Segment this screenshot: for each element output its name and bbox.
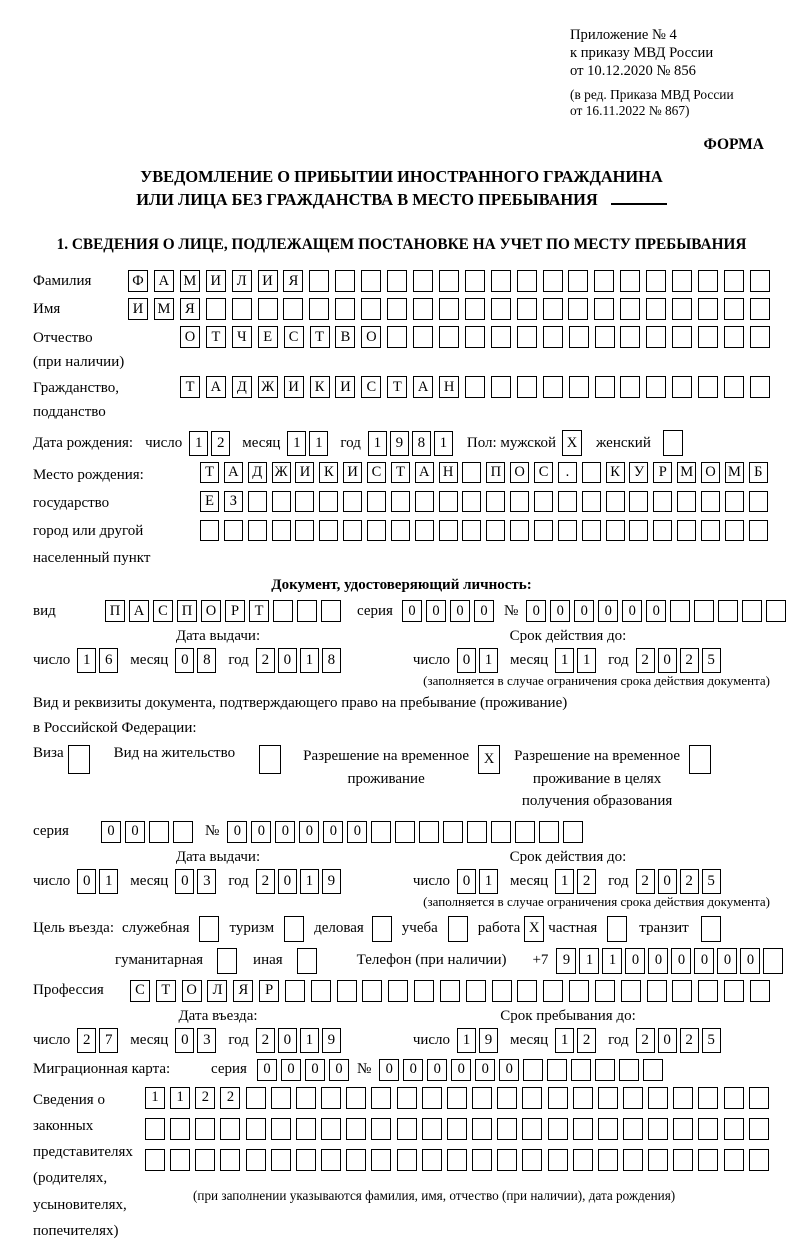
representatives-cells-line2[interactable] [145,1118,769,1140]
representatives-label-3: представителях [33,1144,133,1161]
residence-expiry-date-input[interactable]: число 0 1 месяц 1 2 год 2 0 2 5 [413,869,721,894]
entry-dates-row [33,1028,770,1053]
migration-series-label: серия [211,1061,247,1078]
birthplace-cells-line2[interactable]: Е З [200,491,768,512]
residence-series-label: серия [33,823,69,840]
residence-doc-intro-2: в Российской Федерации: [33,720,197,737]
migration-card-label: Миграционная карта: [33,1061,171,1078]
phone-label: Телефон (при наличии) [356,952,507,969]
citizenship-row [33,376,770,424]
representatives-label-6: попечителях) [33,1222,119,1239]
purpose-tourism-label: туризм [229,920,275,937]
option-temp-residence-edu-checkbox[interactable] [689,745,711,774]
purpose-business-label: деловая [314,920,364,937]
visit-purpose-row-1 [33,916,770,942]
migration-number-label: № [356,1061,372,1078]
option-temp-residence-checkbox[interactable]: X [478,745,500,774]
profession-cells[interactable]: С Т О Л Я Р [130,980,770,1002]
phone-cells[interactable]: 9 1 1 0 0 0 0 0 0 [556,948,783,974]
purpose-study-label: учеба [401,920,438,937]
birthplace-cells-line1[interactable]: Т А Д Ж И К И С Т А Н П О С . К У Р М О М Б [200,462,768,483]
birth-date-row [33,430,770,456]
representatives-label-2: законных [33,1117,94,1134]
doc-series-label: серия [357,602,393,619]
option-residence-permit-label: Вид на жительство [113,745,236,762]
visit-purpose-label: Цель въезда: [33,920,114,937]
identity-doc-heading: Документ, удостоверяющий личность: [271,577,532,594]
entry-date-headers [33,1008,770,1025]
option-visa-label: Виза [33,745,64,762]
doc-number-cells[interactable]: 0 0 0 0 0 0 [526,600,786,622]
option-temp-residence-edu-label-2: проживание в целях [532,770,662,787]
identity-validity-note: (заполняется в случае ограничения срока действия документа) [423,673,770,689]
surname-row [33,270,770,292]
citizenship-cells[interactable]: Т А Д Ж И К И С Т А Н [180,376,770,398]
purpose-humanitarian-checkbox[interactable] [217,948,237,974]
option-temp-residence-label-2: проживание [347,770,425,787]
doc-kind-cells[interactable]: П А С П О Р Т [105,600,341,622]
residence-doc-date-headers [33,849,770,866]
phone-prefix: +7 [532,952,549,969]
doc-number-label: № [503,602,519,619]
representatives-cells-line3[interactable] [145,1149,769,1171]
purpose-transit-label: транзит [639,920,689,937]
migration-number-cells[interactable]: 0 0 0 0 0 0 [379,1059,663,1081]
gender-male-checkbox[interactable]: X [562,430,582,456]
stay-until-date-input[interactable]: число 1 9 месяц 1 2 год 2 0 2 5 [413,1028,721,1053]
gender-female-label: женский [596,434,651,451]
option-temp-residence-edu-label-1: Разрешение на временное [514,748,681,765]
birthplace-label-4: населенный пункт [33,550,151,567]
option-visa-checkbox[interactable] [68,745,90,774]
purpose-other-checkbox[interactable] [297,948,317,974]
representatives-label-1: Сведения о [33,1091,105,1108]
identity-expiry-date-input[interactable]: число 0 1 месяц 1 1 год 2 0 2 5 [413,648,721,673]
identity-doc-date-headers [33,628,770,645]
purpose-humanitarian-label: гуманитарная [115,952,204,969]
representatives-label-5: усыновителях, [33,1196,127,1213]
doc-series-cells[interactable]: 0 0 0 0 [402,600,494,622]
gender-female-checkbox[interactable] [663,430,683,456]
migration-series-cells[interactable]: 0 0 0 0 [257,1059,349,1081]
representatives-row [33,1087,770,1244]
entry-date-header: Дата въезда: [178,1007,258,1024]
valid-until-header-2: Срок действия до: [509,848,627,865]
doc-kind-label: вид [33,602,56,619]
patronymic-cells[interactable]: О Т Ч Е С Т В О [180,326,770,348]
birthplace-label-3: город или другой [33,522,144,539]
citizenship-label-2: подданство [33,404,106,421]
surname-label: Фамилия [33,272,92,289]
residence-doc-dates-row [33,869,770,894]
birth-date-label: Дата рождения: [33,434,134,451]
residence-number-cells[interactable]: 0 0 0 0 0 0 [227,821,583,843]
option-temp-residence-edu [514,745,711,813]
patronymic-row [33,326,770,374]
issue-date-header: Дата выдачи: [175,628,261,645]
edition-line: (в ред. Приказа МВД России [570,86,734,102]
purpose-business-checkbox[interactable] [372,916,392,942]
identity-issue-date-input[interactable]: число 1 6 месяц 0 8 год 2 0 1 8 [33,648,341,673]
representatives-label-4: (родителях, [33,1170,108,1187]
profession-row [33,980,770,1002]
residence-doc-intro-1: Вид и реквизиты документа, подтверждающего право на пребывание (проживание) [33,695,568,712]
title-underline [611,189,667,205]
patronymic-label-note: (при наличии) [33,354,125,371]
visit-purpose-row-2 [33,948,770,974]
purpose-official-label: служебная [121,920,190,937]
valid-until-header: Срок действия до: [509,628,627,645]
surname-cells[interactable]: Ф А М И Л И Я [128,270,770,292]
profession-label: Профессия [33,982,104,999]
edition-line: от 16.11.2022 № 867) [570,103,690,119]
purpose-official-checkbox[interactable] [199,916,219,942]
purpose-tourism-checkbox[interactable] [284,916,304,942]
citizenship-label: Гражданство, [33,380,120,397]
appendix-line: Приложение № 4 [570,27,677,43]
purpose-work-checkbox[interactable]: X [524,916,544,942]
appendix-line: к приказу МВД России [570,45,714,62]
appendix-reference [570,26,770,81]
purpose-private-checkbox[interactable] [607,916,627,942]
identity-doc-row [33,600,770,622]
patronymic-label: Отчество [33,330,93,347]
edition-reference [570,87,770,121]
residence-validity-note: (заполняется в случае ограничения срока действия документа) [423,893,770,909]
page-title [33,166,770,212]
residence-issue-date-input[interactable]: число 0 1 месяц 0 3 год 2 0 1 9 [33,869,341,894]
option-visa [33,745,90,774]
residence-series-cells[interactable]: 0 0 [101,821,193,843]
purpose-transit-checkbox[interactable] [701,916,721,942]
issue-date-header-2: Дата выдачи: [175,848,261,865]
purpose-other-label: иная [253,952,283,969]
section-1-heading: 1. СВЕДЕНИЯ О ЛИЦЕ, ПОДЛЕЖАЩЕМ ПОСТАНОВКЕ НА УЧЕТ ПО МЕСТУ ПРЕБЫВАНИЯ [56,236,747,254]
residence-number-label: № [205,823,220,840]
birthplace-label-2: государство [33,494,110,511]
name-label: Имя [33,300,61,317]
appendix-line: от 10.12.2020 № 856 [570,63,696,80]
identity-doc-dates-row [33,648,770,673]
residence-doc-series-row [33,821,770,843]
option-residence-permit [114,745,281,774]
appendix-block [570,26,770,120]
name-cells[interactable]: И М Я [128,298,770,320]
residence-doc-options-row [33,745,770,813]
migration-card-row [33,1059,770,1081]
representatives-cells-line1[interactable]: 1 1 2 2 [145,1087,769,1109]
entry-date-input[interactable]: число 2 7 месяц 0 3 год 2 0 1 9 [33,1028,341,1053]
name-row [33,298,770,320]
birth-date-input[interactable]: число 1 2 месяц 1 1 год 1 9 8 1 [145,431,453,456]
representatives-note: (при заполнении указываются фамилия, имя, отчество (при наличии), дата рождения) [193,1187,676,1203]
option-temp-residence-edu-label-3: получения образования [521,793,673,810]
form-label: ФОРМА [703,136,764,154]
birthplace-cells-line3[interactable] [200,520,768,541]
gender-label: Пол: мужской [466,434,557,451]
birthplace-label: Место рождения: [33,467,144,484]
title-line-2: ИЛИ ЛИЦА БЕЗ ГРАЖДАНСТВА В МЕСТО ПРЕБЫВАНИЯ [136,190,598,210]
purpose-private-label: частная [548,920,598,937]
purpose-work-label: работа [477,920,521,937]
option-residence-permit-checkbox[interactable] [259,745,281,774]
option-temp-residence [303,745,500,790]
option-temp-residence-label-1: Разрешение на временное [303,748,470,765]
purpose-study-checkbox[interactable] [448,916,468,942]
title-line-1: УВЕДОМЛЕНИЕ О ПРИБЫТИИ ИНОСТРАННОГО ГРАЖДАНИНА [140,167,663,187]
birthplace-row [33,462,770,573]
stay-until-header: Срок пребывания до: [500,1007,636,1024]
